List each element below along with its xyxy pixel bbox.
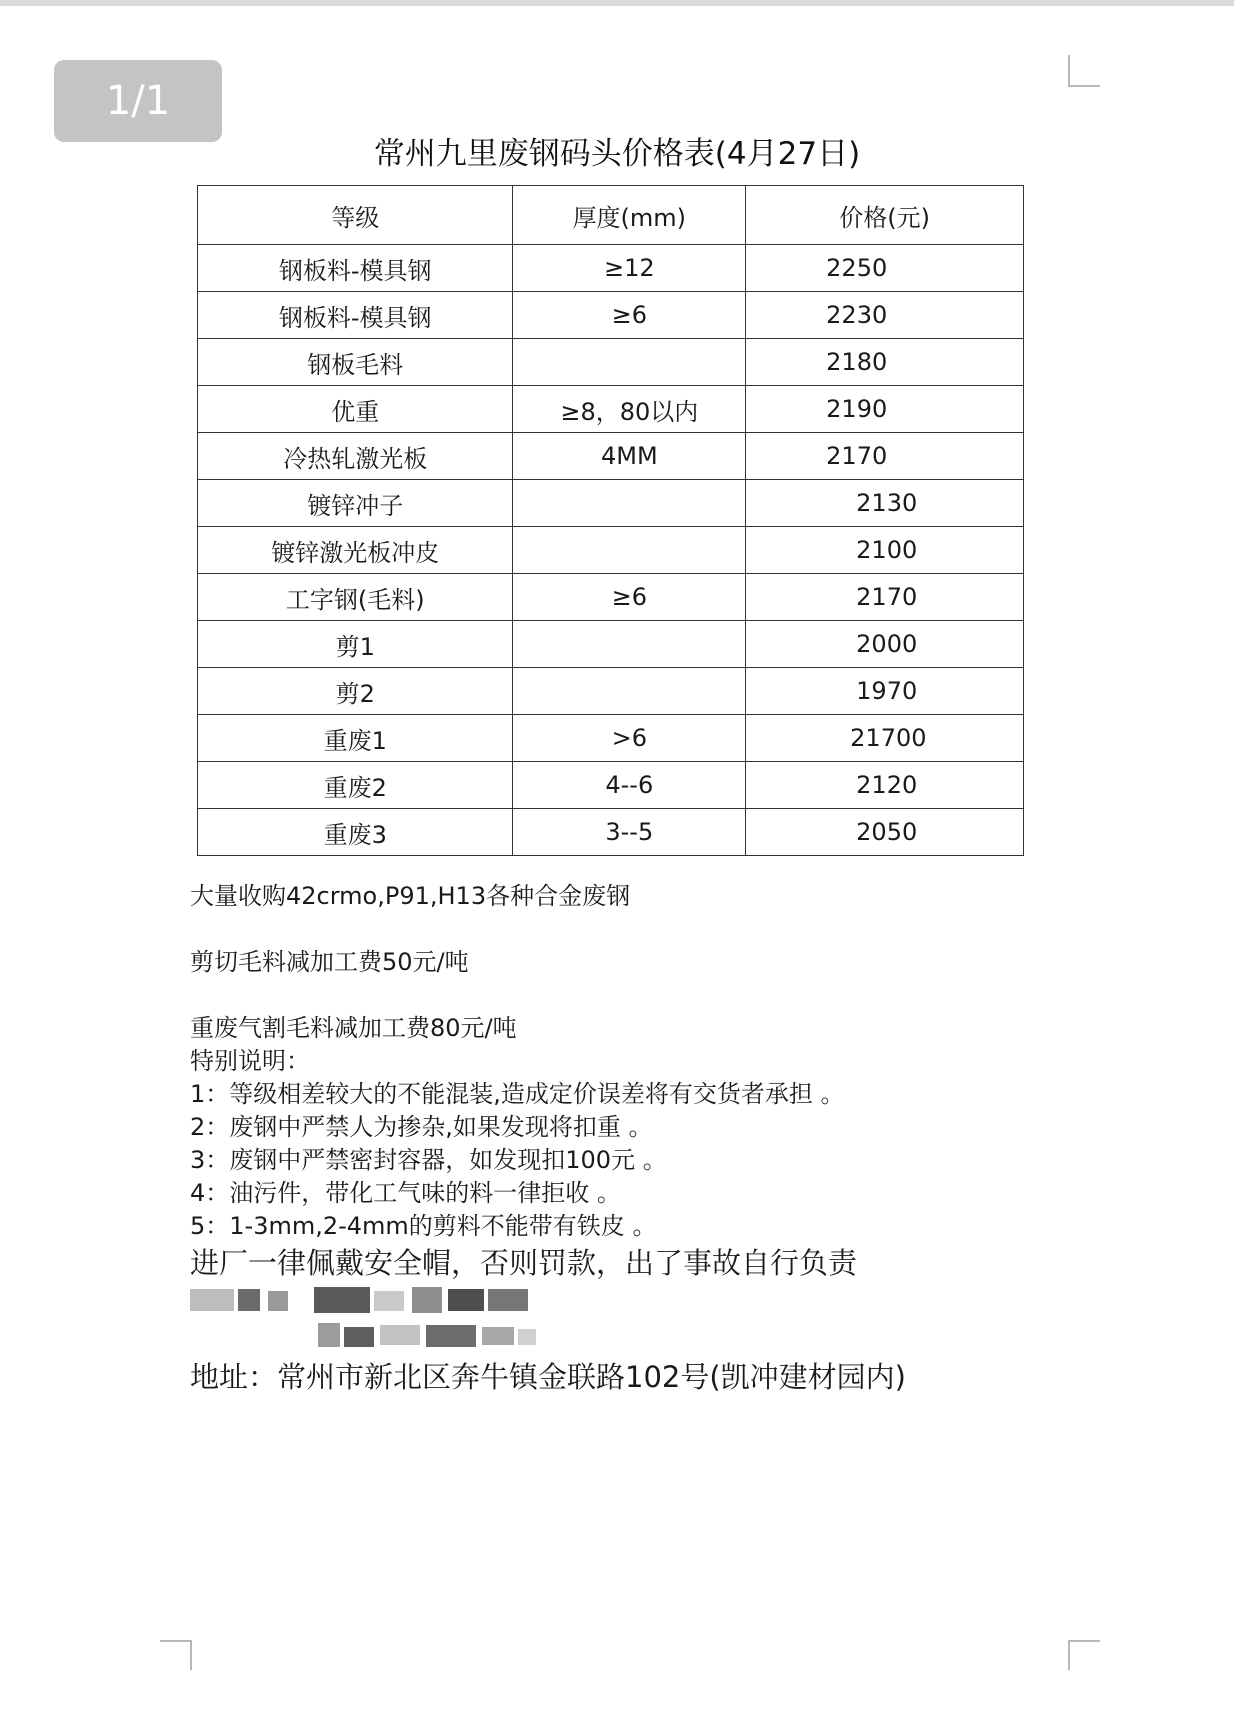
table-row bbox=[198, 762, 1024, 809]
cell-thickness: ≥6 bbox=[513, 292, 746, 339]
cell-price: 2100 bbox=[746, 527, 1024, 574]
address: 地址：常州市新北区奔牛镇金联路102号(凯冲建材园内) bbox=[190, 1360, 906, 1394]
cell-grade: 重废2 bbox=[198, 762, 513, 809]
cell-price: 2180 bbox=[746, 339, 1024, 386]
cell-thickness: 3--5 bbox=[513, 809, 746, 856]
bulk-purchase-note: 大量收购42crmo,P91,H13各种合金废钢 bbox=[190, 882, 631, 910]
cell-thickness bbox=[513, 668, 746, 715]
cell-grade: 冷热轧激光板 bbox=[198, 433, 513, 480]
cell-thickness: ≥8，80以内 bbox=[513, 386, 746, 433]
crop-mark-bottom-right-h bbox=[1068, 1640, 1100, 1642]
table-row bbox=[198, 292, 1024, 339]
table-row bbox=[198, 339, 1024, 386]
cell-thickness: ≥12 bbox=[513, 245, 746, 292]
cell-price: 2120 bbox=[746, 762, 1024, 809]
cell-grade: 剪1 bbox=[198, 621, 513, 668]
special-item: 5：1-3mm,2-4mm的剪料不能带有铁皮 。 bbox=[190, 1212, 657, 1240]
table-row bbox=[198, 715, 1024, 762]
cell-thickness: >6 bbox=[513, 715, 746, 762]
safety-note: 进厂一律佩戴安全帽，否则罚款，出了事故自行负责 bbox=[190, 1246, 858, 1280]
cell-price: 1970 bbox=[746, 668, 1024, 715]
table-row bbox=[198, 574, 1024, 621]
crop-mark-top-right-h bbox=[1068, 85, 1100, 87]
header-price: 价格(元) bbox=[746, 186, 1024, 245]
cell-thickness bbox=[513, 480, 746, 527]
cell-price: 2170 bbox=[746, 574, 1024, 621]
cell-price: 2000 bbox=[746, 621, 1024, 668]
table-row bbox=[198, 245, 1024, 292]
table-row bbox=[198, 809, 1024, 856]
cell-grade: 镀锌激光板冲皮 bbox=[198, 527, 513, 574]
table-row bbox=[198, 386, 1024, 433]
cell-thickness: 4MM bbox=[513, 433, 746, 480]
cell-price: 2170 bbox=[746, 433, 1024, 480]
table-header-row bbox=[198, 186, 1024, 245]
header-grade: 等级 bbox=[198, 186, 513, 245]
cell-grade: 钢板毛料 bbox=[198, 339, 513, 386]
page-indicator: 1/1 bbox=[54, 60, 222, 142]
cell-grade: 钢板料-模具钢 bbox=[198, 245, 513, 292]
cell-price: 21700 bbox=[746, 715, 1024, 762]
cell-thickness: ≥6 bbox=[513, 574, 746, 621]
special-item: 4：油污件，带化工气味的料一律拒收 。 bbox=[190, 1179, 621, 1207]
header-thickness: 厚度(mm) bbox=[513, 186, 746, 245]
table-row bbox=[198, 527, 1024, 574]
special-item: 2：废钢中严禁人为掺杂,如果发现将扣重 。 bbox=[190, 1113, 653, 1141]
top-bar bbox=[0, 0, 1234, 6]
cell-grade: 钢板料-模具钢 bbox=[198, 292, 513, 339]
cell-grade: 剪2 bbox=[198, 668, 513, 715]
redacted-contact-line-2 bbox=[190, 1319, 1090, 1355]
redacted-contact-line-1 bbox=[190, 1283, 1090, 1319]
cell-grade: 工字钢(毛料) bbox=[198, 574, 513, 621]
price-table bbox=[197, 185, 1024, 856]
cell-thickness: 4--6 bbox=[513, 762, 746, 809]
cell-price: 2050 bbox=[746, 809, 1024, 856]
cell-grade: 重废1 bbox=[198, 715, 513, 762]
table-row bbox=[198, 480, 1024, 527]
table-row bbox=[198, 433, 1024, 480]
table-row bbox=[198, 621, 1024, 668]
page-title: 常州九里废钢码头价格表(4月27日) bbox=[373, 136, 861, 172]
table-row bbox=[198, 668, 1024, 715]
cell-grade: 重废3 bbox=[198, 809, 513, 856]
cell-thickness bbox=[513, 527, 746, 574]
notes-section bbox=[190, 880, 1090, 1399]
cell-grade: 优重 bbox=[198, 386, 513, 433]
special-item: 1：等级相差较大的不能混装,造成定价误差将有交货者承担 。 bbox=[190, 1080, 845, 1108]
cell-price: 2250 bbox=[746, 245, 1024, 292]
heavy-fee-note: 重废气割毛料减加工费80元/吨 bbox=[190, 1014, 517, 1042]
cell-thickness bbox=[513, 621, 746, 668]
cell-price: 2130 bbox=[746, 480, 1024, 527]
special-item: 3：废钢中严禁密封容器，如发现扣100元 。 bbox=[190, 1146, 667, 1174]
special-title: 特别说明： bbox=[190, 1047, 310, 1075]
crop-mark-top-right-v bbox=[1068, 55, 1070, 85]
crop-mark-bottom-left-v bbox=[190, 1640, 192, 1670]
crop-mark-bottom-right-v bbox=[1068, 1640, 1070, 1670]
cell-grade: 镀锌冲子 bbox=[198, 480, 513, 527]
cell-thickness bbox=[513, 339, 746, 386]
cell-price: 2230 bbox=[746, 292, 1024, 339]
shear-fee-note: 剪切毛料减加工费50元/吨 bbox=[190, 948, 469, 976]
crop-mark-bottom-left-h bbox=[160, 1640, 191, 1642]
cell-price: 2190 bbox=[746, 386, 1024, 433]
